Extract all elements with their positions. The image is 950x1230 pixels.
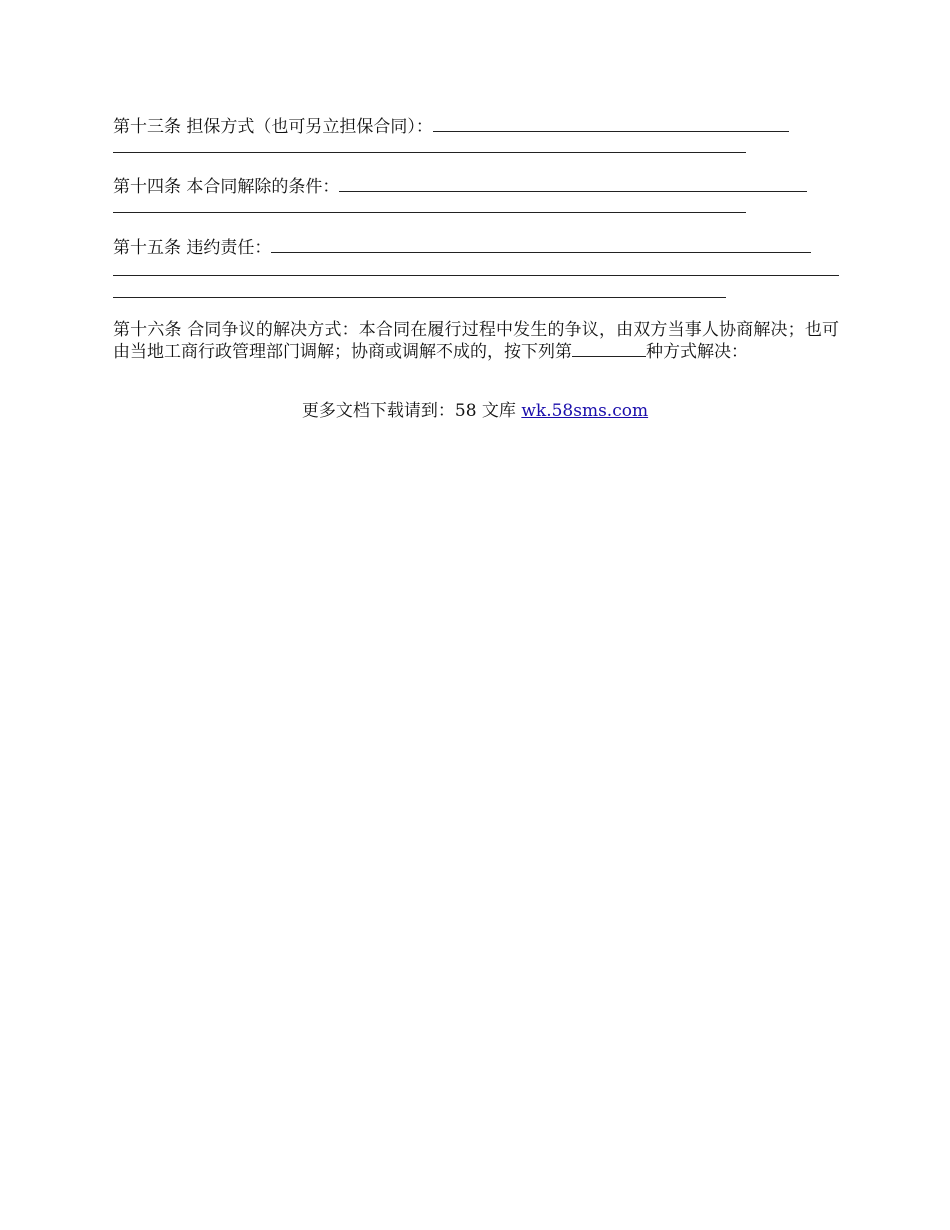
clause-15-blank-row-1 <box>113 275 839 276</box>
clause-13-label: 第十三条 担保方式（也可另立担保合同）： <box>113 117 433 137</box>
clause-13-line <box>113 115 789 138</box>
footer-text: 更多文档下载请到：58 文库 <box>301 401 522 421</box>
clause-14-label: 第十四条 本合同解除的条件： <box>113 177 340 197</box>
download-footer <box>0 400 950 422</box>
footer-link[interactable]: wk.58sms.com <box>521 401 649 421</box>
clause-15-label: 第十五条 违约责任： <box>113 238 272 258</box>
clause-13-fill-blank <box>433 115 789 132</box>
clause-16-paragraph <box>113 319 839 363</box>
clause-15-line <box>113 236 811 259</box>
clause-14-fill-blank <box>339 175 807 192</box>
clause-16-text-part2: 种方式解决： <box>646 342 748 362</box>
clause-13-blank-row <box>113 152 746 153</box>
clause-14-line <box>113 175 807 198</box>
clause-16-choice-blank <box>572 341 646 357</box>
clause-15-blank-row-2 <box>113 297 726 298</box>
clause-14-blank-row <box>113 212 746 213</box>
clause-16-text-part1: 第十六条 合同争议的解决方式：本合同在履行过程中发生的争议，由双方当事人协商解决；也可由当地工商行政管理部门调解；协商或调解不成的，按下列第 <box>113 320 839 362</box>
clause-15-fill-blank <box>271 236 811 253</box>
